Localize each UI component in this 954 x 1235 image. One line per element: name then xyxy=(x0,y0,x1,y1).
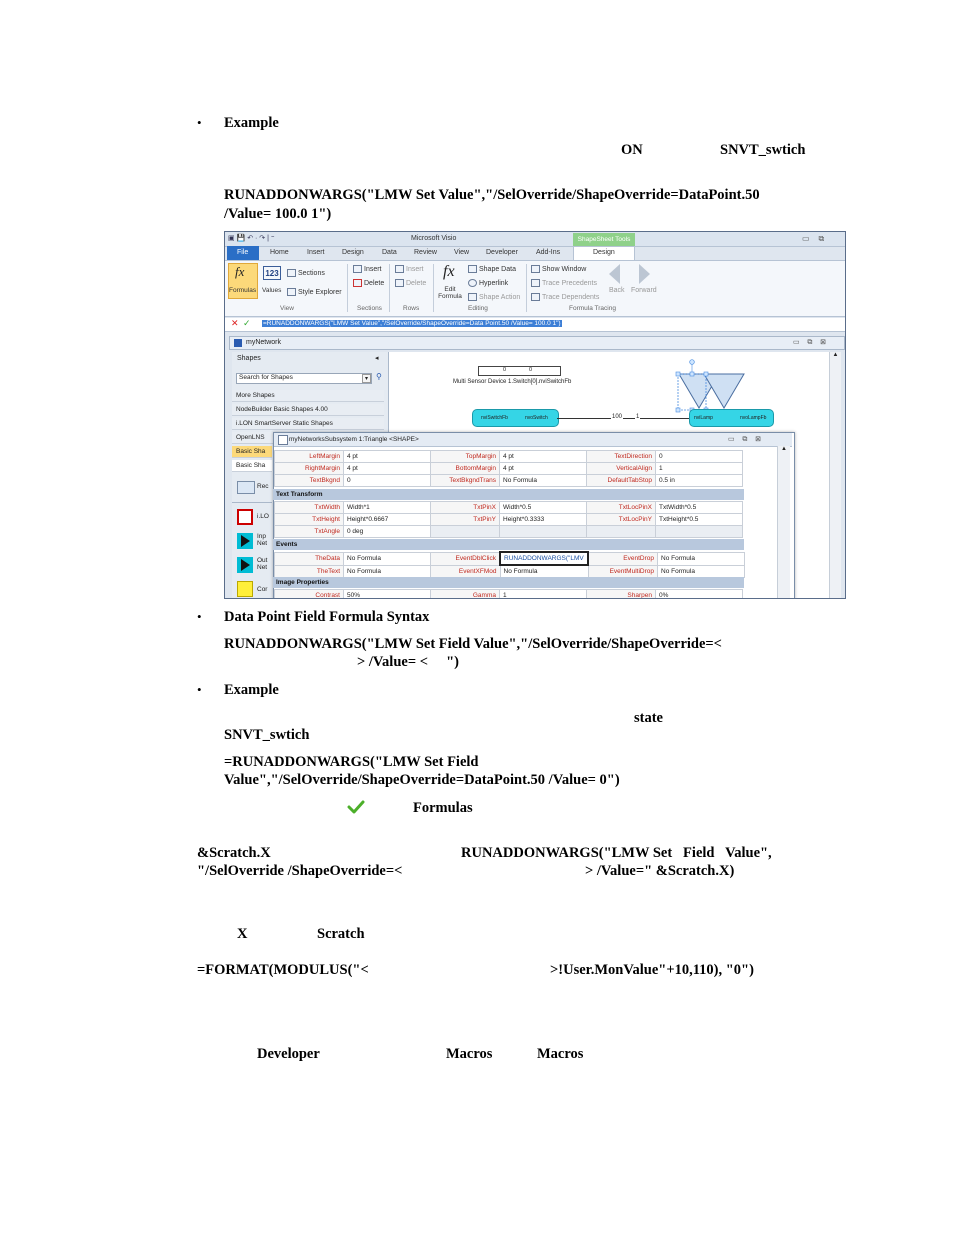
trace-precedents-label: Trace Precedents xyxy=(542,279,597,287)
cell-value[interactable] xyxy=(500,526,587,538)
edit-formula-label[interactable]: Edit Formula xyxy=(438,286,462,300)
stencil-label: Inp Net xyxy=(257,533,268,547)
state-label: state xyxy=(634,710,663,726)
cell-value[interactable]: No Formula xyxy=(658,552,745,565)
cell-name[interactable]: Contrast xyxy=(275,590,344,600)
cell-name[interactable]: TxtAngle xyxy=(275,526,344,538)
developer-label: Developer xyxy=(257,1046,320,1062)
cell-name[interactable] xyxy=(431,526,500,538)
scroll-up-icon[interactable]: ▲ xyxy=(781,446,787,452)
cell-value[interactable]: No Formula xyxy=(344,565,431,578)
show-window-icon xyxy=(531,265,540,273)
formulas-label: Formulas xyxy=(229,287,257,294)
accept-icon[interactable]: ✓ xyxy=(243,318,251,328)
formulas-icon: fx xyxy=(235,264,245,279)
cell-value[interactable]: 0% xyxy=(656,590,743,600)
trace-precedents-button[interactable] xyxy=(531,279,597,287)
shapes-list-item-active[interactable]: Basic Sha xyxy=(232,446,272,458)
scroll-up-icon[interactable]: ▲ xyxy=(832,352,839,358)
ribbon-separator xyxy=(389,264,390,312)
values-icon[interactable]: 123 xyxy=(263,266,281,280)
delete-row-label: Delete xyxy=(406,279,427,287)
cell-name[interactable]: BottomMargin xyxy=(431,463,500,475)
shape-action-button[interactable] xyxy=(468,293,520,301)
snvt-label-2: SNVT_swtich xyxy=(224,727,310,743)
group-view-label: View xyxy=(280,305,294,312)
example-heading-1: Example xyxy=(224,115,279,131)
shapes-list-item[interactable]: i.LON SmartServer Static Shapes xyxy=(232,418,384,430)
rectangle-stencil-icon[interactable] xyxy=(237,481,255,494)
cell-name[interactable]: LeftMargin xyxy=(275,451,344,463)
table-row xyxy=(275,552,745,565)
stencil-divider xyxy=(232,502,272,503)
box-value-left: 0 xyxy=(503,367,507,373)
cell-name[interactable]: TheData xyxy=(275,552,344,565)
shapes-list-item[interactable]: NodeBuilder Basic Shapes 4.00 xyxy=(232,404,384,416)
quick-access-icons[interactable]: ▣ 💾 ↶ · ↷ | ⁼ xyxy=(228,235,275,242)
shapesheet-scrollbar[interactable] xyxy=(777,446,790,598)
table-row xyxy=(275,463,743,475)
selected-cell-event-dblclick[interactable]: RUNADDONWARGS("LMV xyxy=(500,552,588,565)
connector-value-b: 1 xyxy=(636,414,640,420)
cell-value[interactable]: 1 xyxy=(500,590,587,600)
syntax-heading: Data Point Field Formula Syntax xyxy=(224,609,430,625)
stencil-label: i.LO xyxy=(257,513,269,520)
macros-label-2: Macros xyxy=(537,1046,584,1062)
shape-data-label: Shape Data xyxy=(479,265,516,273)
insert-row-icon xyxy=(395,265,404,273)
trace-dependents-icon xyxy=(531,293,540,301)
tab-developer[interactable]: Developer xyxy=(486,249,518,256)
group-tracing-label: Formula Tracing xyxy=(569,305,616,312)
insert-label: Insert xyxy=(364,265,382,273)
table-row xyxy=(275,526,743,538)
selected-triangles[interactable] xyxy=(674,358,754,413)
shapesheet-grid-text-transform xyxy=(274,501,743,538)
forward-arrow-icon[interactable] xyxy=(639,264,650,284)
box-value-right: 0 xyxy=(529,367,533,373)
bullet-dot: • xyxy=(197,115,202,130)
cell-value[interactable]: TxtWidth*0.5 xyxy=(656,502,743,514)
cell-value[interactable]: 0 xyxy=(656,451,743,463)
insert-row-label: Insert xyxy=(406,265,424,273)
green-check-icon xyxy=(347,799,365,815)
sections-label: Sections xyxy=(298,269,325,277)
comment-stencil-icon[interactable] xyxy=(237,581,253,597)
bullet-dot: • xyxy=(197,682,202,697)
cell-name[interactable]: TxtLocPinY xyxy=(587,514,656,526)
cell-value[interactable]: Height*0.3333 xyxy=(500,514,587,526)
delete-label: Delete xyxy=(364,279,385,287)
tab-file[interactable]: File xyxy=(237,249,249,256)
shape-action-icon xyxy=(468,293,477,301)
cell-name[interactable]: TxtHeight xyxy=(275,514,344,526)
shapesheet-icon xyxy=(278,435,288,445)
value-scratch-line: > /Value=" &Scratch.X) xyxy=(585,863,735,879)
app-title: Microsoft Visio xyxy=(411,235,457,242)
connector-value-a: 100 xyxy=(612,414,623,420)
left-network-node[interactable] xyxy=(472,409,559,427)
delete-icon xyxy=(353,279,362,287)
macros-label-1: Macros xyxy=(446,1046,493,1062)
table-row xyxy=(275,590,743,600)
node-left-label-a: nviSwitchFb xyxy=(481,415,508,421)
on-label: ON xyxy=(621,142,643,158)
trace-dependents-button[interactable] xyxy=(531,293,599,301)
tab-design[interactable]: Design xyxy=(342,249,364,256)
values-label[interactable]: Values xyxy=(262,287,282,294)
ilon-stencil-icon[interactable] xyxy=(237,509,253,525)
cancel-icon[interactable]: ✕ xyxy=(231,318,239,328)
node-right-label-b: nvoLampFb xyxy=(740,415,767,421)
input-network-stencil-icon[interactable] xyxy=(237,533,253,549)
output-network-stencil-icon[interactable] xyxy=(237,557,253,573)
style-explorer-label: Style Explorer xyxy=(298,288,342,296)
bullet-dot: • xyxy=(197,609,202,624)
stencil-label: Out Net xyxy=(257,557,268,571)
shapes-list-item[interactable]: More Shapes xyxy=(232,390,384,402)
cell-name[interactable]: TxtWidth xyxy=(275,502,344,514)
cell-value[interactable]: No Formula xyxy=(344,552,431,565)
cell-value[interactable] xyxy=(656,526,743,538)
cell-name[interactable]: TopMargin xyxy=(431,451,500,463)
device-value-box[interactable] xyxy=(478,366,561,376)
cell-name[interactable]: EventDrop xyxy=(588,552,658,565)
canvas-scrollbar[interactable] xyxy=(829,352,841,598)
cell-value[interactable]: 0 deg xyxy=(344,526,431,538)
style-explorer-button[interactable] xyxy=(287,288,342,296)
shapes-list-item[interactable]: Basic Sha xyxy=(232,460,272,472)
show-window-button[interactable] xyxy=(531,265,586,273)
table-row xyxy=(275,565,745,578)
right-network-node[interactable] xyxy=(689,409,774,427)
cell-name[interactable]: TheText xyxy=(275,565,344,578)
formula-2-line-2: Value","/SelOverride/ShapeOverride=DataPoint.50 /Value= 0") xyxy=(224,772,620,788)
cell-name[interactable]: RightMargin xyxy=(275,463,344,475)
stencil-label: Rec xyxy=(257,483,269,490)
search-placeholder: Search for Shapes xyxy=(239,374,293,381)
ribbon-separator xyxy=(526,264,527,312)
shapesheet-grid-margins xyxy=(274,450,743,487)
formula-1-line-2: /Value= 100.0 1") xyxy=(224,206,332,222)
table-row xyxy=(275,475,743,487)
edit-formula-icon[interactable]: fx xyxy=(443,263,455,280)
cell-value[interactable]: Width*1 xyxy=(344,502,431,514)
cell-value[interactable]: No Formula xyxy=(500,565,588,578)
table-row xyxy=(275,451,743,463)
contextual-tab-label: ShapeSheet Tools xyxy=(573,233,635,246)
cell-value[interactable]: Width*0.5 xyxy=(500,502,587,514)
delete-row-button[interactable] xyxy=(395,279,426,287)
hyperlink-button[interactable] xyxy=(468,279,508,287)
cell-name[interactable]: EventDblClick xyxy=(431,552,501,565)
shapes-list-item[interactable]: OpenLNS xyxy=(232,432,384,444)
tab-home[interactable]: Home xyxy=(270,249,289,256)
shapesheet-title: myNetworksSubsystem 1:Triangle <SHAPE> xyxy=(289,436,419,443)
style-explorer-icon xyxy=(287,288,296,296)
cell-value[interactable]: 4 pt xyxy=(500,463,587,475)
cell-value[interactable]: 4 pt xyxy=(344,463,431,475)
back-label[interactable]: Back xyxy=(609,287,625,294)
shapes-search-input[interactable] xyxy=(236,373,372,384)
cell-name[interactable]: VerticalAlign xyxy=(587,463,656,475)
scratch-label: Scratch xyxy=(317,926,365,942)
shape-data-button[interactable] xyxy=(468,265,516,273)
sections-button[interactable] xyxy=(287,269,325,277)
cell-name[interactable]: TxtPinX xyxy=(431,502,500,514)
window-controls[interactable]: ▭ ⧉ xyxy=(802,234,825,243)
trace-dependents-label: Trace Dependents xyxy=(542,293,600,301)
cell-value[interactable]: No Formula xyxy=(658,565,745,578)
search-icon[interactable]: ⚲ xyxy=(376,372,382,381)
cell-name[interactable]: Sharpen xyxy=(587,590,656,600)
hyperlink-icon xyxy=(468,279,477,287)
node-left-label-b: nvoSwitch xyxy=(525,415,548,421)
section-header-text-transform[interactable]: Text Transform xyxy=(273,489,744,500)
device-label: Multi Sensor Device 1.Switch[0].nviSwitchFb xyxy=(453,379,572,385)
document-window-controls[interactable]: ▭ ⧉ ⊠ xyxy=(793,339,827,346)
cell-name[interactable] xyxy=(587,526,656,538)
cell-value[interactable]: 4 pt xyxy=(344,451,431,463)
shapesheet-grid-image xyxy=(274,589,743,599)
title-bar xyxy=(225,232,845,247)
shapesheet-grid-events xyxy=(274,551,745,578)
seloverride-line: "/SelOverride /ShapeOverride=< xyxy=(197,863,403,879)
tab-data[interactable]: Data xyxy=(382,249,397,256)
stencil-label: Cor xyxy=(257,586,268,593)
delete-row-icon xyxy=(395,279,404,287)
cell-value[interactable]: 0.5 in xyxy=(656,475,743,487)
ribbon-separator xyxy=(347,264,348,312)
runaddon-line: RUNADDONWARGS("LMW Set Field Value", xyxy=(461,845,772,861)
table-row xyxy=(275,502,743,514)
show-window-label: Show Window xyxy=(542,265,587,273)
cell-value[interactable]: No Formula xyxy=(500,475,587,487)
cell-name[interactable]: EventMultiDrop xyxy=(588,565,658,578)
shapes-panel-title: Shapes xyxy=(237,355,261,362)
syntax-line-1: RUNADDONWARGS("LMW Set Field Value","/SelOverride/ShapeOverride=< xyxy=(224,636,722,652)
scratch-x-label: &Scratch.X xyxy=(197,845,271,861)
formula-1-line-1: RUNADDONWARGS("LMW Set Value","/SelOverride/ShapeOverride=DataPoint.50 xyxy=(224,187,760,203)
group-rows-label: Rows xyxy=(403,305,420,312)
snvt-label: SNVT_swtich xyxy=(720,142,806,158)
ribbon-separator xyxy=(433,264,434,312)
visio-screenshot xyxy=(224,231,846,599)
forward-label[interactable]: Forward xyxy=(631,287,657,294)
tab-view[interactable]: View xyxy=(454,249,470,256)
table-row xyxy=(275,514,743,526)
section-header-image-properties[interactable]: Image Properties xyxy=(273,577,744,588)
formula-input[interactable]: =RUNADDONWARGS("LMW Set Value","/SelOverride/ShapeOverride=Data Point.50 /Value= 100.0 1") xyxy=(263,320,561,327)
sections-icon xyxy=(287,269,296,277)
tab-review[interactable]: Review xyxy=(414,249,437,256)
shape-data-icon xyxy=(468,265,477,273)
trace-precedents-icon xyxy=(531,279,540,287)
tab-shapesheet-design[interactable]: Design xyxy=(593,249,615,256)
back-arrow-icon[interactable] xyxy=(609,264,620,284)
search-dropdown-icon[interactable]: ▾ xyxy=(362,374,371,383)
cell-value[interactable]: 0 xyxy=(344,475,431,487)
collapse-panel-icon[interactable]: ◂ xyxy=(375,355,379,362)
section-header-events[interactable]: Events xyxy=(273,539,744,550)
document-window-title-bar xyxy=(229,336,845,350)
document-window-title: myNetwork xyxy=(246,339,282,346)
cell-name[interactable]: TextDirection xyxy=(587,451,656,463)
visio-doc-icon xyxy=(234,339,242,347)
cell-value[interactable]: 4 pt xyxy=(500,451,587,463)
formula-2-line-1: =RUNADDONWARGS("LMW Set Field xyxy=(224,754,479,770)
cell-name[interactable]: TxtLocPinX xyxy=(587,502,656,514)
cell-value[interactable]: TxtHeight*0.5 xyxy=(656,514,743,526)
delete-section-button[interactable] xyxy=(353,279,384,287)
shape-action-label: Shape Action xyxy=(479,293,521,301)
cell-name[interactable]: EventXFMod xyxy=(431,565,501,578)
insert-section-button[interactable] xyxy=(353,265,382,273)
cell-value[interactable]: 1 xyxy=(656,463,743,475)
tab-insert[interactable]: Insert xyxy=(307,249,325,256)
hyperlink-label: Hyperlink xyxy=(479,279,509,287)
shapesheet-window-controls[interactable]: ▭ ⧉ ⊠ xyxy=(728,436,762,443)
cell-name[interactable]: Gamma xyxy=(431,590,500,600)
format-formula-left: =FORMAT(MODULUS("< xyxy=(197,962,369,978)
formulas-label: Formulas xyxy=(413,800,473,816)
syntax-line-2: > /Value= < ") xyxy=(357,654,459,670)
cell-value[interactable]: 50% xyxy=(344,590,431,600)
group-sections-label: Sections xyxy=(357,305,382,312)
x-label: X xyxy=(237,926,248,942)
cell-name[interactable]: TextBkgnd xyxy=(275,475,344,487)
cell-name[interactable]: TxtPinY xyxy=(431,514,500,526)
insert-icon xyxy=(353,265,362,273)
cell-name[interactable]: TextBkgndTrans xyxy=(431,475,500,487)
tab-add-ins[interactable]: Add-Ins xyxy=(536,249,561,256)
example-heading-2: Example xyxy=(224,682,279,698)
insert-row-button[interactable] xyxy=(395,265,424,273)
cell-value[interactable]: Height*0.6667 xyxy=(344,514,431,526)
group-editing-label: Editing xyxy=(468,305,488,312)
format-formula-right: >!User.MonValue"+10,110), "0") xyxy=(550,962,754,978)
cell-name[interactable]: DefaultTabStop xyxy=(587,475,656,487)
node-right-label-a: nviLamp xyxy=(694,415,713,421)
